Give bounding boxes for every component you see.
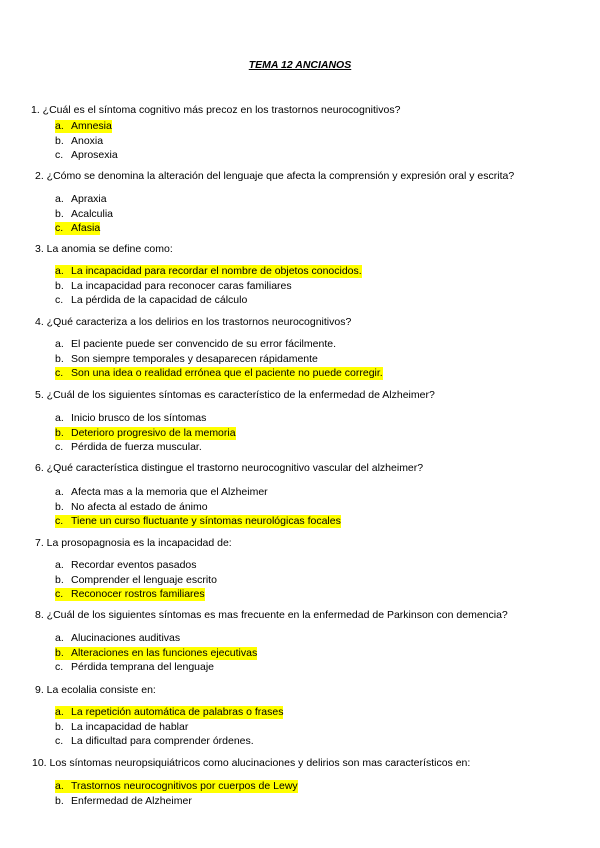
- option-text: Alucinaciones auditivas: [71, 632, 181, 644]
- option-letter: a.: [55, 338, 64, 350]
- option-text: El paciente puede ser convencido de su error fácilmente.: [71, 338, 336, 350]
- answer-option: [55, 661, 214, 674]
- option-letter: a.: [55, 559, 64, 571]
- option-letter: a.: [55, 780, 64, 792]
- option-letter: b.: [55, 426, 64, 439]
- option-text: Aprosexia: [71, 149, 118, 162]
- answer-option: [55, 647, 257, 660]
- question-text: 5. ¿Cuál de los siguientes síntomas es característico de la enfermedad de Alzheimer?: [35, 389, 435, 401]
- option-letter: c.: [55, 515, 64, 528]
- correct-answer-text: La repetición automática de palabras o frases: [71, 706, 284, 718]
- answer-option: [55, 412, 206, 425]
- option-letter: b.: [55, 207, 64, 220]
- question-text: 8. ¿Cuál de los siguientes síntomas es mas frecuente en la enfermedad de Parkinson con demencia?: [35, 609, 508, 621]
- option-text: Recordar eventos pasados: [71, 559, 197, 571]
- answer-option: [55, 338, 336, 351]
- correct-answer-text: Trastornos neurocognitivos por cuerpos de Lewy: [71, 780, 298, 792]
- option-text: No afecta al estado de ánimo: [71, 500, 208, 513]
- option-letter: b.: [55, 646, 64, 659]
- answer-option: [55, 441, 202, 454]
- answer-option: [55, 222, 100, 235]
- answer-option: [55, 706, 283, 719]
- option-letter: a.: [55, 486, 64, 498]
- option-text: La dificultad para comprender órdenes.: [71, 735, 254, 748]
- answer-option: [55, 265, 362, 278]
- answer-option: [55, 735, 254, 748]
- option-letter: a.: [55, 632, 64, 644]
- option-letter: c.: [55, 294, 64, 307]
- page-title: TEMA 12 ANCIANOS: [248, 59, 352, 71]
- option-letter: a.: [55, 412, 64, 424]
- correct-answer-text: Afasia: [71, 222, 101, 235]
- option-letter: b.: [55, 279, 64, 292]
- answer-option: [55, 280, 292, 293]
- option-letter: b.: [55, 352, 64, 365]
- option-text: Pérdida de fuerza muscular.: [71, 441, 202, 454]
- option-text: Pérdida temprana del lenguaje: [71, 661, 215, 674]
- question-text: 1. ¿Cuál es el síntoma cognitivo más precoz en los trastornos neurocognitivos?: [31, 104, 401, 116]
- option-text: Apraxia: [71, 193, 107, 205]
- option-letter: a.: [55, 120, 64, 132]
- option-letter: c.: [55, 661, 64, 674]
- answer-option: [55, 632, 180, 645]
- option-text: Comprender el lenguaje escrito: [71, 573, 217, 586]
- option-letter: a.: [55, 706, 64, 718]
- option-letter: b.: [55, 720, 64, 733]
- correct-answer-text: La incapacidad para recordar el nombre de objetos conocidos.: [71, 265, 362, 277]
- correct-answer-text: Tiene un curso fluctuante y síntomas neurológicas focales: [71, 515, 341, 528]
- question-text: 2. ¿Cómo se denomina la alteración del lenguaje que afecta la comprensión y expresión oral y escrita?: [35, 170, 515, 182]
- answer-option: [55, 486, 268, 499]
- answer-option: [55, 559, 197, 572]
- correct-answer-text: Amnesia: [71, 120, 112, 132]
- option-letter: c.: [55, 367, 64, 380]
- question-text: 6. ¿Qué característica distingue el trastorno neurocognitivo vascular del alzheimer?: [35, 462, 424, 474]
- answer-option: [55, 780, 298, 793]
- answer-option: [55, 149, 118, 162]
- answer-option: [55, 721, 188, 734]
- option-text: Inicio brusco de los síntomas: [71, 412, 207, 424]
- correct-answer-text: Deterioro progresivo de la memoria: [71, 426, 236, 439]
- answer-option: [55, 501, 208, 514]
- option-text: Acalculia: [71, 207, 114, 220]
- answer-option: [55, 193, 107, 206]
- option-letter: c.: [55, 588, 64, 601]
- option-letter: c.: [55, 149, 64, 162]
- question-text: 4. ¿Qué caracteriza a los delirios en los trastornos neurocognitivos?: [35, 316, 352, 328]
- answer-option: [55, 353, 318, 366]
- answer-option: [55, 427, 236, 440]
- answer-option: [55, 367, 383, 380]
- option-letter: c.: [55, 735, 64, 748]
- option-letter: c.: [55, 441, 64, 454]
- answer-option: [55, 294, 247, 307]
- question-text: 10. Los síntomas neuropsiquiátricos como alucinaciones y delirios son mas característicos en:: [32, 757, 471, 769]
- option-letter: b.: [55, 794, 64, 807]
- answer-option: [55, 208, 113, 221]
- question-text: 3. La anomia se define como:: [35, 243, 173, 255]
- question-text: 9. La ecolalia consiste en:: [35, 684, 156, 696]
- option-text: Enfermedad de Alzheimer: [71, 794, 192, 807]
- option-text: La pérdida de la capacidad de cálculo: [71, 294, 248, 307]
- correct-answer-text: Reconocer rostros familiares: [71, 588, 205, 601]
- answer-option: [55, 574, 217, 587]
- option-letter: a.: [55, 265, 64, 277]
- option-letter: b.: [55, 134, 64, 147]
- answer-option: [55, 120, 112, 133]
- option-text: La incapacidad para reconocer caras familiares: [71, 279, 292, 292]
- answer-option: [55, 515, 341, 528]
- option-text: Anoxia: [71, 134, 104, 147]
- option-text: Afecta mas a la memoria que el Alzheimer: [71, 486, 268, 498]
- option-letter: a.: [55, 193, 64, 205]
- answer-option: [55, 135, 103, 148]
- answer-option: [55, 795, 192, 808]
- option-letter: b.: [55, 500, 64, 513]
- answer-option: [55, 588, 205, 601]
- question-text: 7. La prosopagnosia es la incapacidad de:: [35, 537, 232, 549]
- correct-answer-text: Alteraciones en las funciones ejecutivas: [71, 646, 258, 659]
- option-letter: b.: [55, 573, 64, 586]
- option-letter: c.: [55, 222, 64, 235]
- option-text: Son siempre temporales y desaparecen rápidamente: [71, 352, 318, 365]
- correct-answer-text: Son una idea o realidad errónea que el paciente no puede corregir.: [71, 367, 383, 380]
- option-text: La incapacidad de hablar: [71, 720, 189, 733]
